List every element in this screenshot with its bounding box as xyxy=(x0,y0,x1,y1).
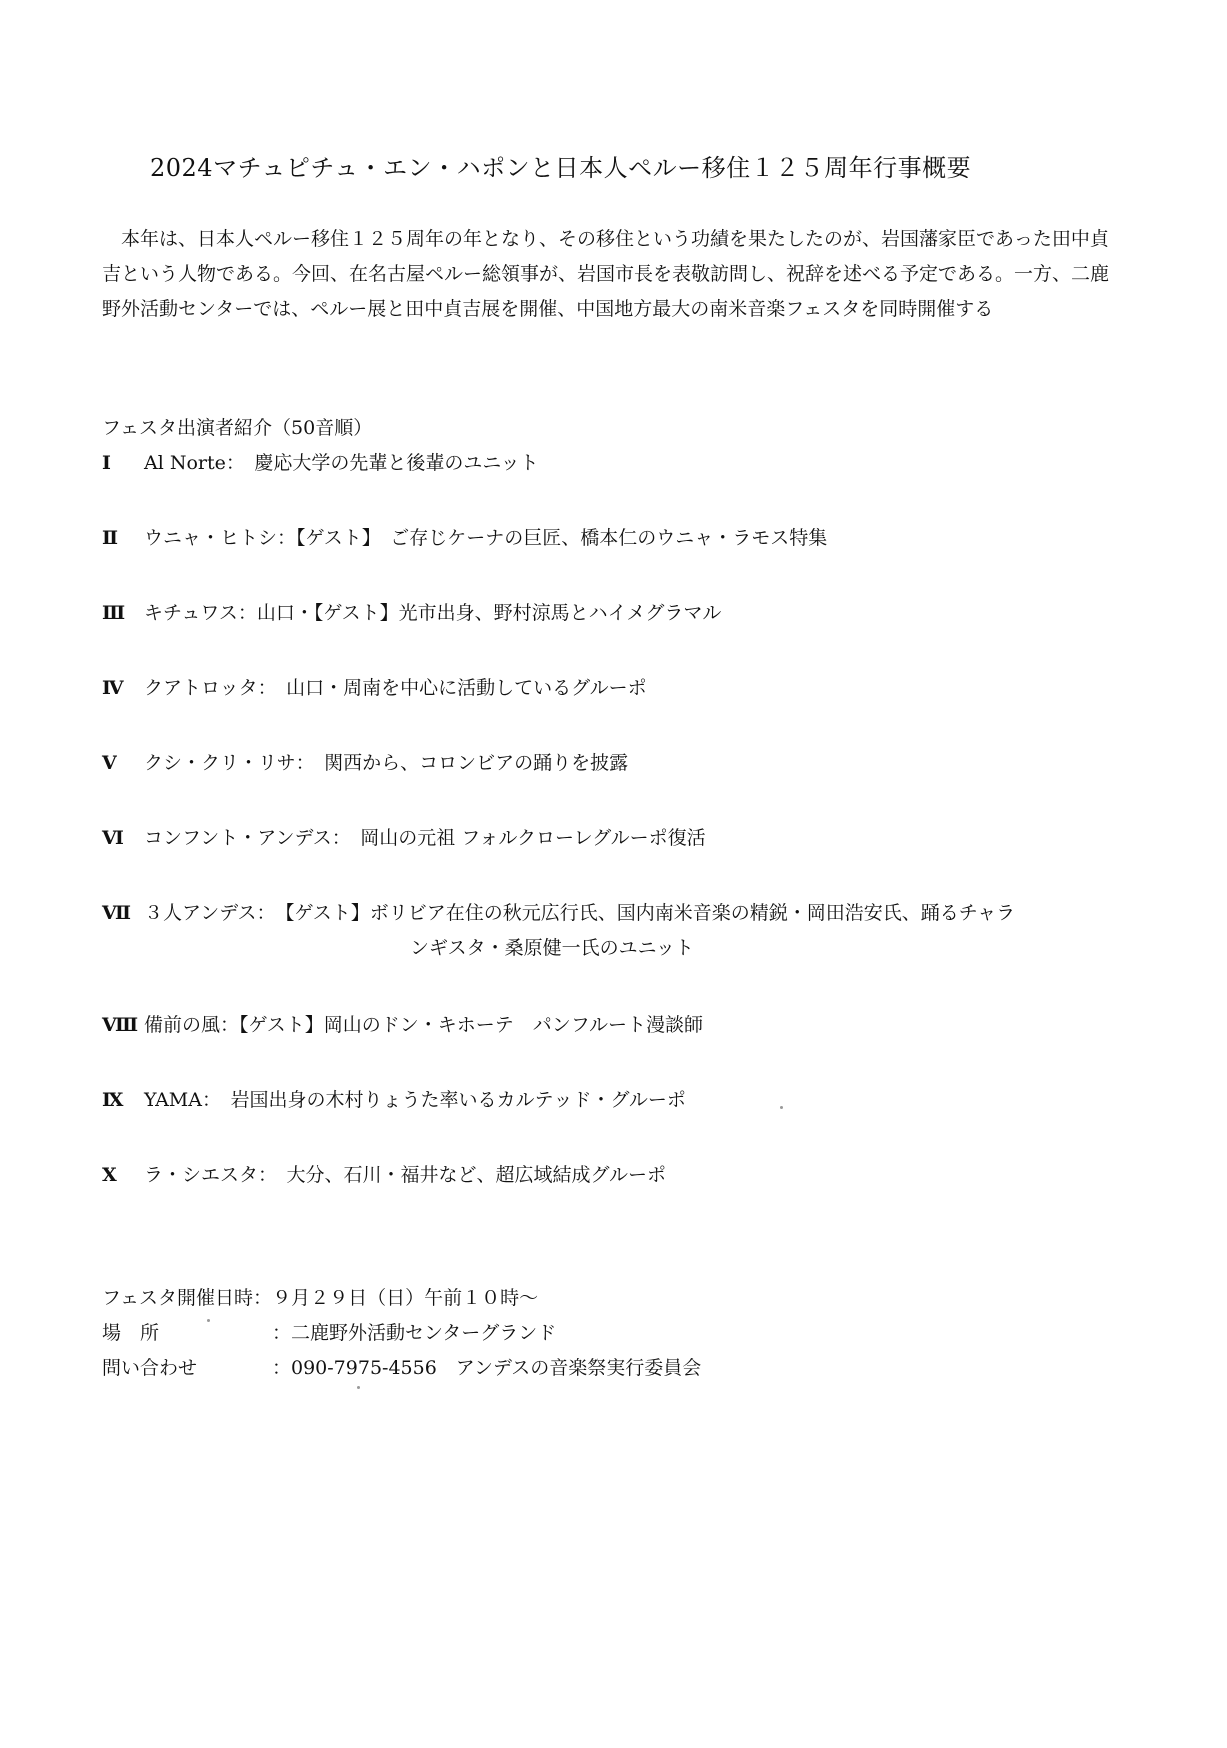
event-date-line xyxy=(102,1283,538,1310)
performer-item xyxy=(102,521,1122,556)
performer-item xyxy=(102,671,1122,706)
performer-description: 岡山の元祖 フォルクローレグルーポ復活 xyxy=(360,827,706,849)
performer-description: 関西から、コロンビアの踊りを披露 xyxy=(324,752,629,774)
performer-description: 光市出身、野村涼馬とハイメグラマル xyxy=(398,602,722,624)
performer-number: Ⅱ xyxy=(102,527,119,549)
performer-name: ウニャ・ヒトシ：【ゲスト】 xyxy=(144,527,372,549)
performer-item xyxy=(102,1083,1122,1118)
performer-name: キチュワス：山口・【ゲスト】 xyxy=(144,602,399,624)
performer-name: コンフント・アンデス： xyxy=(144,827,342,849)
performer-name: Al Norte： xyxy=(144,452,236,474)
event-date-value: ９月２９日（日）午前１０時～ xyxy=(272,1287,539,1309)
performer-item xyxy=(102,821,1122,856)
performer-description: 山口・周南を中心に活動しているグルーポ xyxy=(286,677,647,699)
event-place-label: 場 所 xyxy=(102,1322,160,1344)
performer-item xyxy=(102,896,1122,966)
performer-number: Ⅷ xyxy=(102,1014,139,1036)
contact-label: 問い合わせ xyxy=(102,1357,198,1379)
contact-line xyxy=(102,1353,701,1380)
contact-value: ：090-7975-4556 アンデスの音楽祭実行委員会 xyxy=(272,1357,702,1379)
performer-number: Ⅳ xyxy=(102,677,124,699)
performer-description: 慶応大学の先輩と後輩のユニット xyxy=(254,452,539,474)
performer-number: Ⅶ xyxy=(102,902,131,924)
performer-description: 岩国出身の木村りょうた率いるカルテッド・グルーポ xyxy=(230,1089,686,1111)
performer-number: Ⅴ xyxy=(102,752,117,774)
performers-heading: フェスタ出演者紹介（50音順） xyxy=(102,417,373,439)
performer-number: Ⅲ xyxy=(102,602,126,624)
performer-number: Ⅰ xyxy=(102,452,111,474)
performer-description: 岡山のドン・キホーテ パンフルート漫談師 xyxy=(323,1014,703,1036)
event-place-value: ：二鹿野外活動センターグランド xyxy=(272,1322,557,1344)
event-date-label: フェスタ開催日時： xyxy=(102,1287,273,1309)
performer-number: Ⅵ xyxy=(102,827,124,849)
performer-name: クシ・クリ・リサ： xyxy=(144,752,306,774)
performer-description: ご存じケーナの巨匠、橋本仁のウニャ・ラモス特集 xyxy=(390,527,828,549)
performer-item xyxy=(102,746,1122,781)
performer-item xyxy=(102,1008,1122,1043)
performer-description-continued: ンギスタ・桑原健一氏のユニット xyxy=(410,937,694,959)
performer-name: 備前の風：【ゲスト】 xyxy=(144,1014,324,1036)
scan-speck xyxy=(357,1386,360,1389)
intro-paragraph: 本年は、日本人ペルー移住１２５周年の年となり、その移住という功績を果たしたのが、岩国藩家臣であった田中貞吉という人物である。今回、在名古屋ペルー総領事が、岩国市長を表敬訪問し、祝辞を述べる予定である。一方、二鹿野外活動センターでは、ペルー展と田中貞吉展を開催、中国地方最大の南米音楽フェスタを同時開催する xyxy=(102,228,1110,320)
performer-item xyxy=(102,1158,1122,1193)
document-title: 2024マチュピチュ・エン・ハポンと日本人ペルー移住１２５周年行事概要 xyxy=(150,154,972,182)
performer-item xyxy=(102,596,1122,631)
performer-description: 【ゲスト】ボリビア在住の秋元広行氏、国内南米音楽の精鋭・岡田浩安氏、踊るチャラ xyxy=(285,902,1016,924)
event-place-line xyxy=(102,1318,556,1345)
performer-number: Ⅸ xyxy=(102,1089,124,1111)
performer-name: YAMA： xyxy=(144,1089,212,1111)
performer-item xyxy=(102,446,1122,481)
performer-name: ３人アンデス： xyxy=(144,902,266,924)
performer-number: Ⅹ xyxy=(102,1164,117,1186)
performer-name: クアトロッタ： xyxy=(144,677,268,699)
scan-speck xyxy=(780,1106,783,1109)
performer-description: 大分、石川・福井など、超広域結成グルーポ xyxy=(286,1164,666,1186)
performer-name: ラ・シエスタ： xyxy=(144,1164,268,1186)
scan-speck xyxy=(207,1319,210,1322)
